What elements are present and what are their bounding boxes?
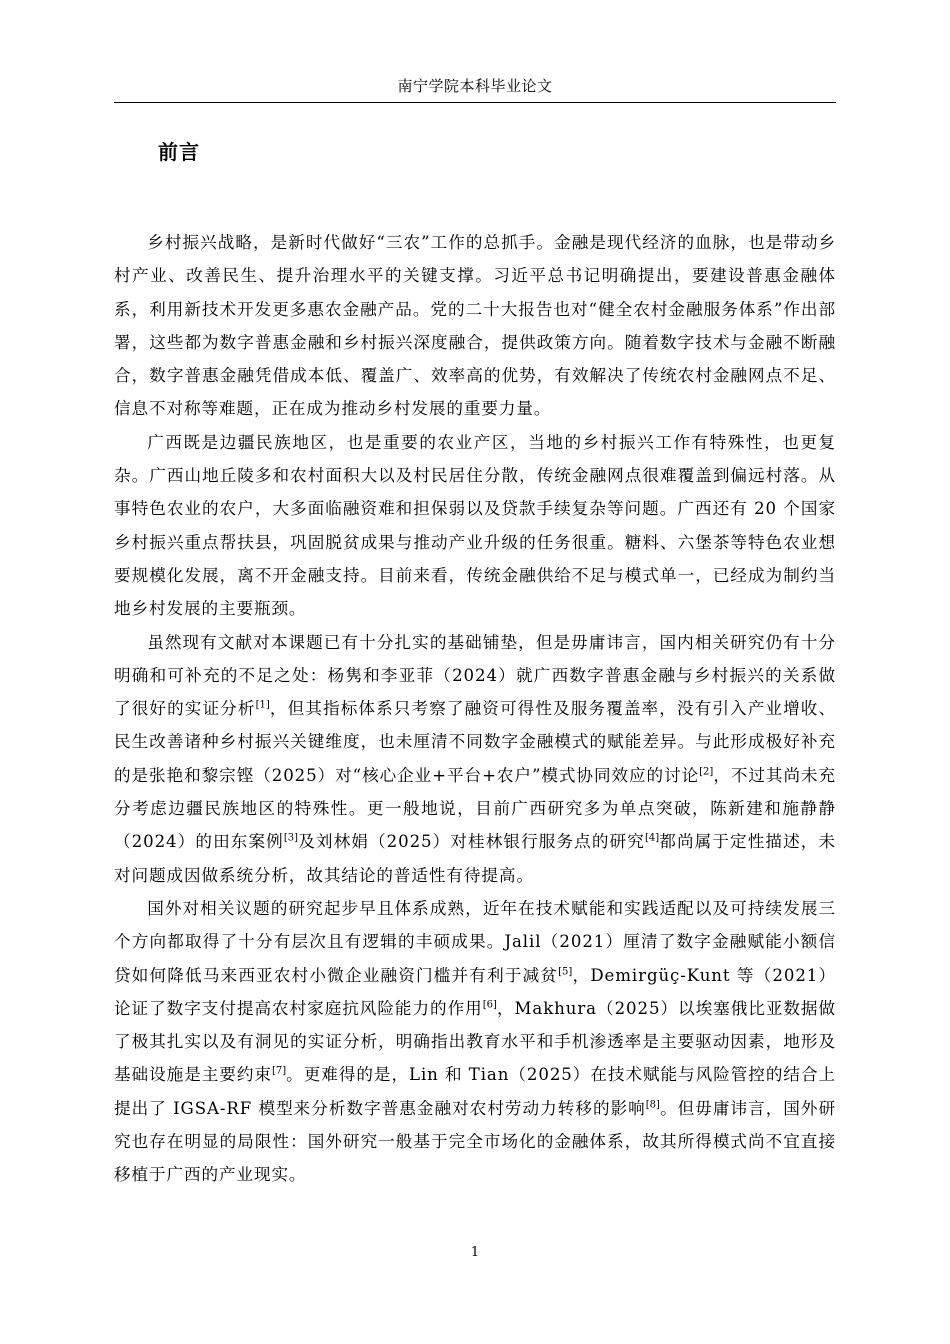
paragraph-4-text: ，Demirgüç-Kunt 等（2021）论证了数字支付提高农村家庭抗风险能力的作用	[114, 965, 837, 1018]
paragraph-3-text: 虽然现有文献对本课题已有十分扎实的基础铺垫，但是毋庸讳言，国内相关研究仍有十分明确和可补充的不足之处：杨隽和李亚菲（2024）就广西数字普惠金融与乡村振兴的关系做了很好的实证分析	[114, 632, 836, 719]
citation-4: [4]	[644, 832, 660, 844]
citation-2: [2]	[699, 766, 714, 778]
paragraph-2: 广西既是边疆民族地区，也是重要的农业产区，当地的乡村振兴工作有特殊性，也更复杂。广西山地丘陵多和农村面积大以及村民居住分散，传统金融网点很难覆盖到偏远村落。从事特色农业的农户，大多面临融资难和担保弱以及贷款手续复杂等问题。广西还有 20 个国家乡村振兴重点帮扶县，巩固脱贫成果与推动产业升级的任务很重。糖料、六堡茶等特色农业想要规模化发展，离不开金融支持。目前来看，传统金融供给不足与模式单一，已经成为制约当地乡村发展的主要瓶颈。	[114, 432, 836, 619]
paragraph-3-text: ，但其指标体系只考察了融资可得性及服务覆盖率，没有引入产业增收、民生改善诸种乡村振兴关键维度，也未厘清不同数字金融模式的赋能差异。与此形成极好补充的是张艳和黎宗铿（2025）对“核心企业+平台+农户”模式协同效应的讨论	[114, 699, 836, 785]
citation-7: [7]	[271, 1065, 287, 1077]
paragraph-4-text: ，Makhura（2025）以埃塞俄比亚数据做了极其扎实以及有洞见的实证分析，明确指出教育水平和手机渗透率是主要驱动因素，地形及基础设施是主要约束	[114, 998, 836, 1085]
paragraph-4-text: 。但毋庸讳言，国外研究也存在明显的局限性：国外研究一般基于完全市场化的金融体系，故其所得模式尚不宜直接移植于广西的产业现实。	[114, 1098, 837, 1185]
paragraph-4-text: 国外对相关议题的研究起步早且体系成熟，近年在技术赋能和实践适配以及可持续发展三个方向都取得了十分有层次且有逻辑的丰硕成果。Jalil（2021）厘清了数字金融赋能小额信贷如何降低马来西亚农村小微企业融资门槛并有利于减贫	[114, 898, 836, 985]
paragraph-3	[114, 626, 836, 892]
section-title: 前言	[158, 140, 200, 164]
page-number: 1	[470, 1245, 480, 1260]
paragraph-3-text: 及刘林娟（2025）对桂林银行服务点的研究	[298, 832, 645, 852]
citation-1: [1]	[255, 699, 270, 711]
citation-3: [3]	[283, 832, 299, 844]
running-header: 南宁学院本科毕业论文	[397, 77, 553, 95]
paragraph-1: 乡村振兴战略，是新时代做好“三农”工作的总抓手。金融是现代经济的血脉，也是带动乡村产业、改善民生、提升治理水平的关键支撑。习近平总书记明确提出，要建设普惠金融体系，利用新技术开发更多惠农金融产品。党的二十大报告也对“健全农村金融服务体系”作出部署，这些都为数字普惠金融和乡村振兴深度融合，提供政策方向。随着数字技术与金融不断融合，数字普惠金融凭借成本低、覆盖广、效率高的优势，有效解决了传统农村金融网点不足、信息不对称等难题，正在成为推动乡村发展的重要力量。	[114, 233, 836, 419]
paragraph-3-text: 都尚属于定性描述，未对问题成因做系统分析，故其结论的普适性有待提高。	[114, 832, 836, 885]
citation-5: [5]	[558, 966, 573, 977]
paragraph-4-text: 。更难得的是，Lin 和 Tian（2025）在技术赋能与风险管控的结合上提出了 IGSA-RF 模型来分析数字普惠金融对农村劳动力转移的影响	[114, 1065, 836, 1118]
header-rule	[114, 102, 836, 103]
body-text	[114, 226, 836, 1192]
citation-6: [6]	[482, 999, 497, 1011]
citation-8: [8]	[645, 1099, 660, 1111]
paragraph-4	[114, 892, 836, 1192]
paragraph-3-text: ，不过其尚未充分考虑边疆民族地区的特殊性。更一般地说，目前广西研究多为单点突破，陈新建和施静静（2024）的田东案例	[114, 765, 836, 852]
